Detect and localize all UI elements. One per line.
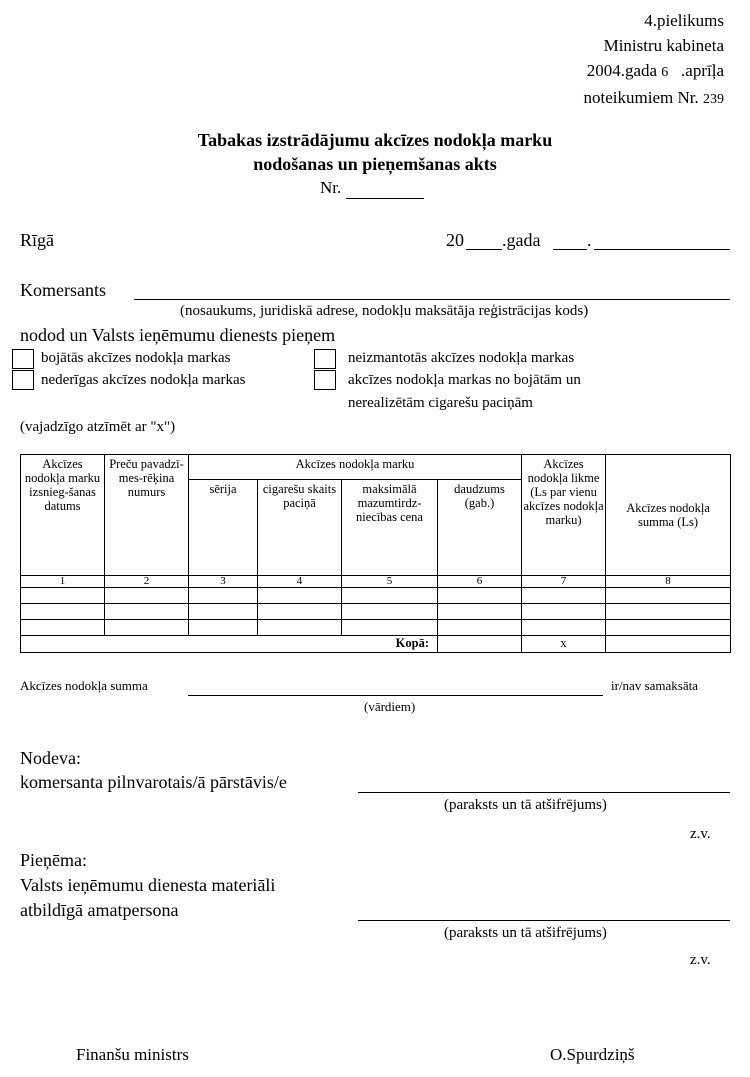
table-row (21, 588, 731, 604)
header-quantity: daudzums (gab.) (438, 480, 522, 576)
header-stamp-group: Akcīzes nodokļa marku (189, 455, 522, 480)
column-number: 1 (21, 576, 105, 588)
table-cell[interactable] (522, 604, 606, 620)
minister-name: O.Spurdziņš (550, 1045, 635, 1064)
table-cell[interactable] (606, 604, 731, 620)
column-number: 5 (342, 576, 438, 588)
column-number: 4 (258, 576, 342, 588)
merchant-label: Komersants (20, 280, 106, 300)
total-row (21, 636, 731, 653)
total-label: Kopā: (21, 636, 438, 653)
date-year-prefix: 20 (446, 230, 464, 250)
checkbox-packs[interactable] (314, 370, 336, 390)
document-number-field[interactable] (346, 198, 424, 199)
handover-signature-field[interactable] (358, 792, 730, 793)
table-cell[interactable] (342, 604, 438, 620)
checkbox-unused[interactable] (314, 349, 336, 369)
table-cell[interactable] (606, 620, 731, 636)
checkbox-damaged[interactable] (12, 349, 34, 369)
table-cell[interactable] (522, 588, 606, 604)
annex-number: 4.pielikums (644, 11, 724, 30)
table-cell[interactable] (438, 620, 522, 636)
minister-title: Finanšu ministrs (76, 1045, 189, 1064)
date-day-field[interactable] (553, 249, 587, 250)
accept-role-line1: Valsts ieņēmumu dienesta materiāli (20, 875, 276, 895)
table-row (21, 604, 731, 620)
table-cell[interactable] (342, 620, 438, 636)
transfer-statement: nodod un Valsts ieņēmumu dienests pieņem (20, 325, 336, 345)
header-tax-rate: Akcīzes nodokļa likme (Ls par vienu akcīzes nodokļa marku) (522, 455, 606, 576)
column-number: 7 (522, 576, 606, 588)
sum-words-field[interactable] (188, 695, 603, 696)
document-title-line2: nodošanas un pieņemšanas akts (253, 154, 497, 174)
column-number: 8 (606, 576, 731, 588)
header-issue-date: Akcīzes nodokļa marku izsnieg-šanas datums (21, 455, 105, 576)
table-cell[interactable] (105, 620, 189, 636)
handover-signature-hint: (paraksts un tā atšifrējums) (444, 797, 607, 813)
column-number: 6 (438, 576, 522, 588)
handover-seal-mark: z.v. (690, 826, 711, 842)
accept-signature-field[interactable] (358, 920, 730, 921)
table-cell[interactable] (258, 620, 342, 636)
checkbox-packs-label-line1: akcīzes nodokļa markas no bojātām un (348, 372, 581, 388)
accept-seal-mark: z.v. (690, 952, 711, 968)
table-cell[interactable] (105, 604, 189, 620)
table-cell[interactable] (258, 588, 342, 604)
checkbox-packs-label-line2: nerealizētām cigarešu paciņām (348, 395, 533, 411)
total-sum-cell[interactable] (606, 636, 731, 653)
checkbox-damaged-label: bojātās akcīzes nodokļa markas (41, 350, 231, 366)
header-tax-sum: Akcīzes nodokļa summa (Ls) (606, 455, 731, 576)
table-row (21, 620, 731, 636)
table-cell[interactable] (189, 620, 258, 636)
checkbox-invalid[interactable] (12, 370, 34, 390)
header-invoice-number: Preču pavadzī-mes-rēķina numurs (105, 455, 189, 576)
accept-role-line2: atbildīgā amatpersona (20, 900, 179, 920)
handover-role: komersanta pilnvarotais/ā pārstāvis/e (20, 772, 287, 792)
document-number-label: Nr. (320, 178, 342, 197)
mark-instruction: (vajadzīgo atzīmēt ar "x") (20, 419, 176, 435)
total-quantity-cell[interactable] (438, 636, 522, 653)
table-cell[interactable] (606, 588, 731, 604)
date-month-field[interactable] (594, 249, 730, 250)
annex-issuer: Ministru kabineta (603, 36, 724, 55)
column-number: 3 (189, 576, 258, 588)
document-title-line1: Tabakas izstrādājumu akcīzes nodokļa marku (197, 130, 553, 150)
header-series: sērija (189, 480, 258, 576)
accept-heading: Pieņēma: (20, 850, 87, 870)
date-gada-label: .gada (502, 230, 541, 250)
date-dot: . (587, 230, 592, 250)
table-cell[interactable] (105, 588, 189, 604)
checkbox-unused-label: neizmantotās akcīzes nodokļa markas (348, 350, 575, 366)
header-pack-count: cigarešu skaits paciņā (258, 480, 342, 576)
annex-regulation: noteikumiem Nr. 239 (583, 88, 724, 107)
header-max-price: maksimālā mazumtirdz-niecības cena (342, 480, 438, 576)
table-cell[interactable] (189, 588, 258, 604)
merchant-hint: (nosaukums, juridiskā adrese, nodokļu maksātāja reģistrācijas kods) (180, 303, 589, 319)
table-cell[interactable] (21, 620, 105, 636)
paid-status: ir/nav samaksāta (611, 678, 698, 693)
merchant-field[interactable] (134, 299, 730, 300)
table-cell[interactable] (438, 588, 522, 604)
table-cell[interactable] (189, 604, 258, 620)
table-cell[interactable] (522, 620, 606, 636)
annex-reference (584, 8, 724, 112)
checkbox-invalid-label: nederīgas akcīzes nodokļa markas (41, 372, 246, 388)
table-cell[interactable] (21, 588, 105, 604)
table-cell[interactable] (258, 604, 342, 620)
sum-label: Akcīzes nodokļa summa (20, 678, 148, 693)
column-number: 2 (105, 576, 189, 588)
annex-date: 2004.gada 6 .aprīļa (586, 61, 724, 80)
table-cell[interactable] (21, 604, 105, 620)
table-cell[interactable] (438, 604, 522, 620)
total-rate-cell: x (522, 636, 606, 653)
place-label: Rīgā (20, 230, 54, 250)
accept-signature-hint: (paraksts un tā atšifrējums) (444, 925, 607, 941)
stamp-table (20, 454, 731, 653)
sum-words-hint: (vārdiem) (364, 699, 416, 714)
date-year-field[interactable] (466, 249, 502, 250)
table-cell[interactable] (342, 588, 438, 604)
handover-heading: Nodeva: (20, 748, 81, 768)
